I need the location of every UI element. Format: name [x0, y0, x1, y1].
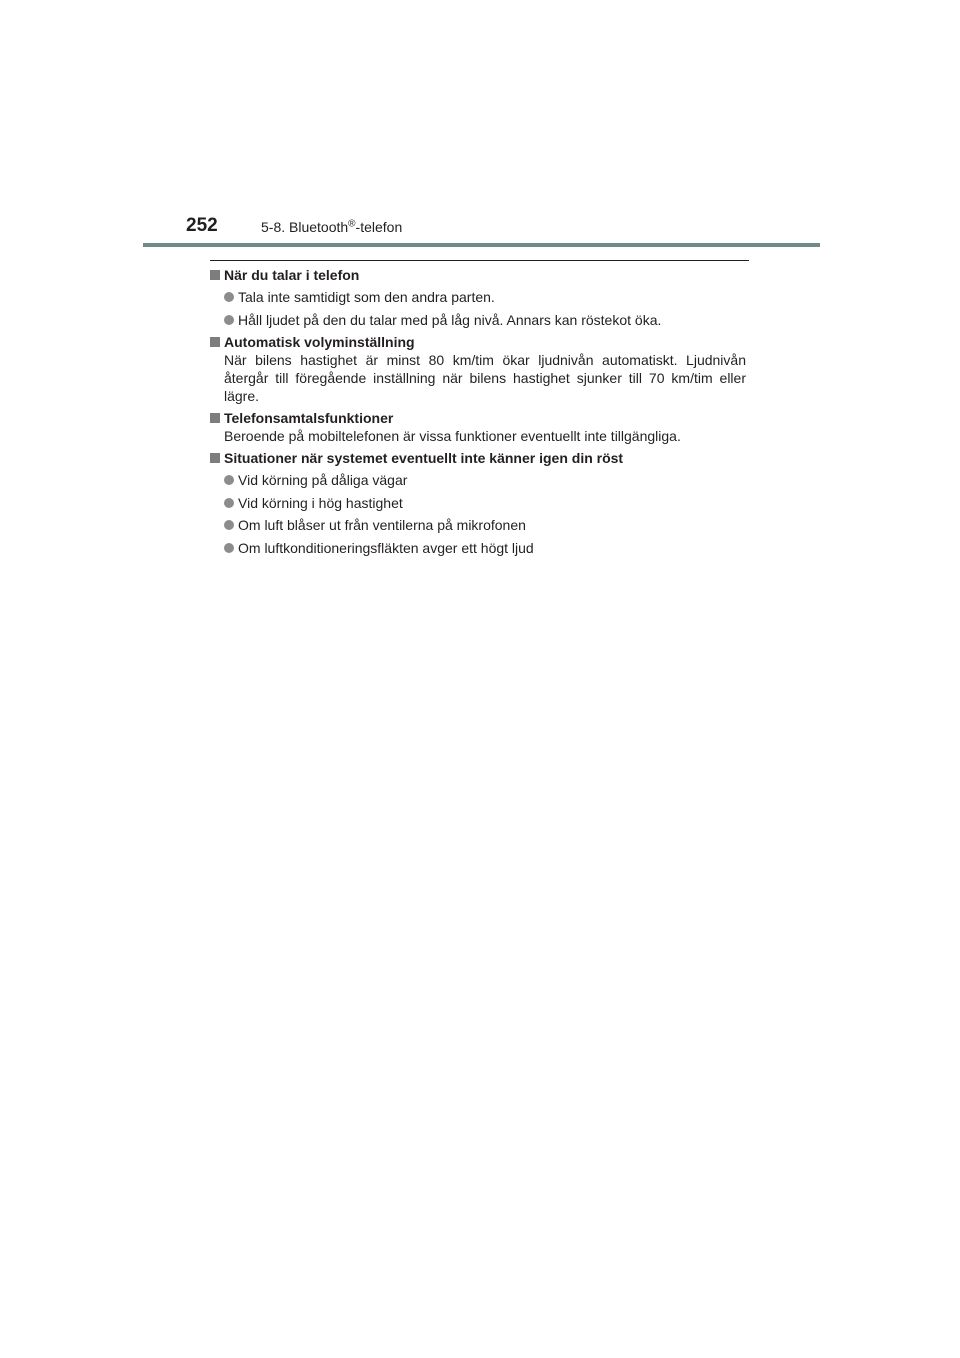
section-heading: [210, 409, 746, 427]
list-item-text: Om luftkonditioneringsfläkten avger ett högt ljud: [238, 539, 534, 556]
list-item: [210, 471, 746, 489]
round-bullet-icon: [224, 292, 234, 302]
round-bullet-icon: [224, 315, 234, 325]
registered-mark: ®: [348, 218, 356, 230]
chapter-title: [261, 219, 402, 235]
list-item-text: Tala inte samtidigt som den andra parten.: [238, 289, 495, 305]
round-bullet-icon: [224, 475, 234, 485]
list-item-text: Vid körning på dåliga vägar: [238, 472, 408, 488]
section-heading: [210, 266, 746, 284]
round-bullet-icon: [224, 543, 234, 553]
list-item: [210, 311, 746, 329]
chapter-title-prefix: 5-8. Bluetooth: [261, 219, 349, 235]
list-item-text: Håll ljudet på den du talar med på låg nivå. Annars kan röstekot öka.: [238, 311, 662, 328]
content: [210, 266, 746, 561]
square-bullet-icon: [210, 453, 220, 463]
section-auto-volume: [210, 333, 746, 405]
section-heading-text: Situationer när systemet eventuellt inte känner igen din röst: [224, 450, 624, 466]
round-bullet-icon: [224, 520, 234, 530]
section-paragraph: Beroende på mobiltelefonen är vissa funktioner eventuellt inte tillgängliga.: [224, 428, 681, 444]
header-rule: [143, 243, 820, 247]
square-bullet-icon: [210, 337, 220, 347]
square-bullet-icon: [210, 413, 220, 423]
section-voice-recognition: [210, 449, 746, 557]
section-heading: [210, 333, 746, 351]
list-item: [210, 516, 746, 534]
round-bullet-icon: [224, 498, 234, 508]
section-heading-text: När du talar i telefon: [224, 267, 360, 283]
list-item-text: Vid körning i hög hastighet: [238, 494, 403, 511]
list-item: [210, 494, 746, 512]
section-call-functions: [210, 409, 746, 445]
chapter-title-suffix: -telefon: [355, 219, 403, 235]
section-when-talking: [210, 266, 746, 329]
list-item: [210, 288, 746, 306]
section-rule: [210, 260, 749, 261]
list-item: [210, 539, 746, 557]
page-number: 252: [186, 215, 218, 236]
list-item-text: Om luft blåser ut från ventilerna på mikrofonen: [238, 517, 526, 533]
square-bullet-icon: [210, 270, 220, 280]
section-heading-text: Automatisk volyminställning: [224, 334, 415, 350]
section-heading: [210, 449, 746, 467]
section-heading-text: Telefonsamtalsfunktioner: [224, 410, 394, 426]
section-paragraph: När bilens hastighet är minst 80 km/tim ökar ljudnivån automatiskt. Ljudnivån återgår till föregående inställning när bilens hastighet sjunker till 70 km/tim eller lägre.: [224, 352, 746, 404]
